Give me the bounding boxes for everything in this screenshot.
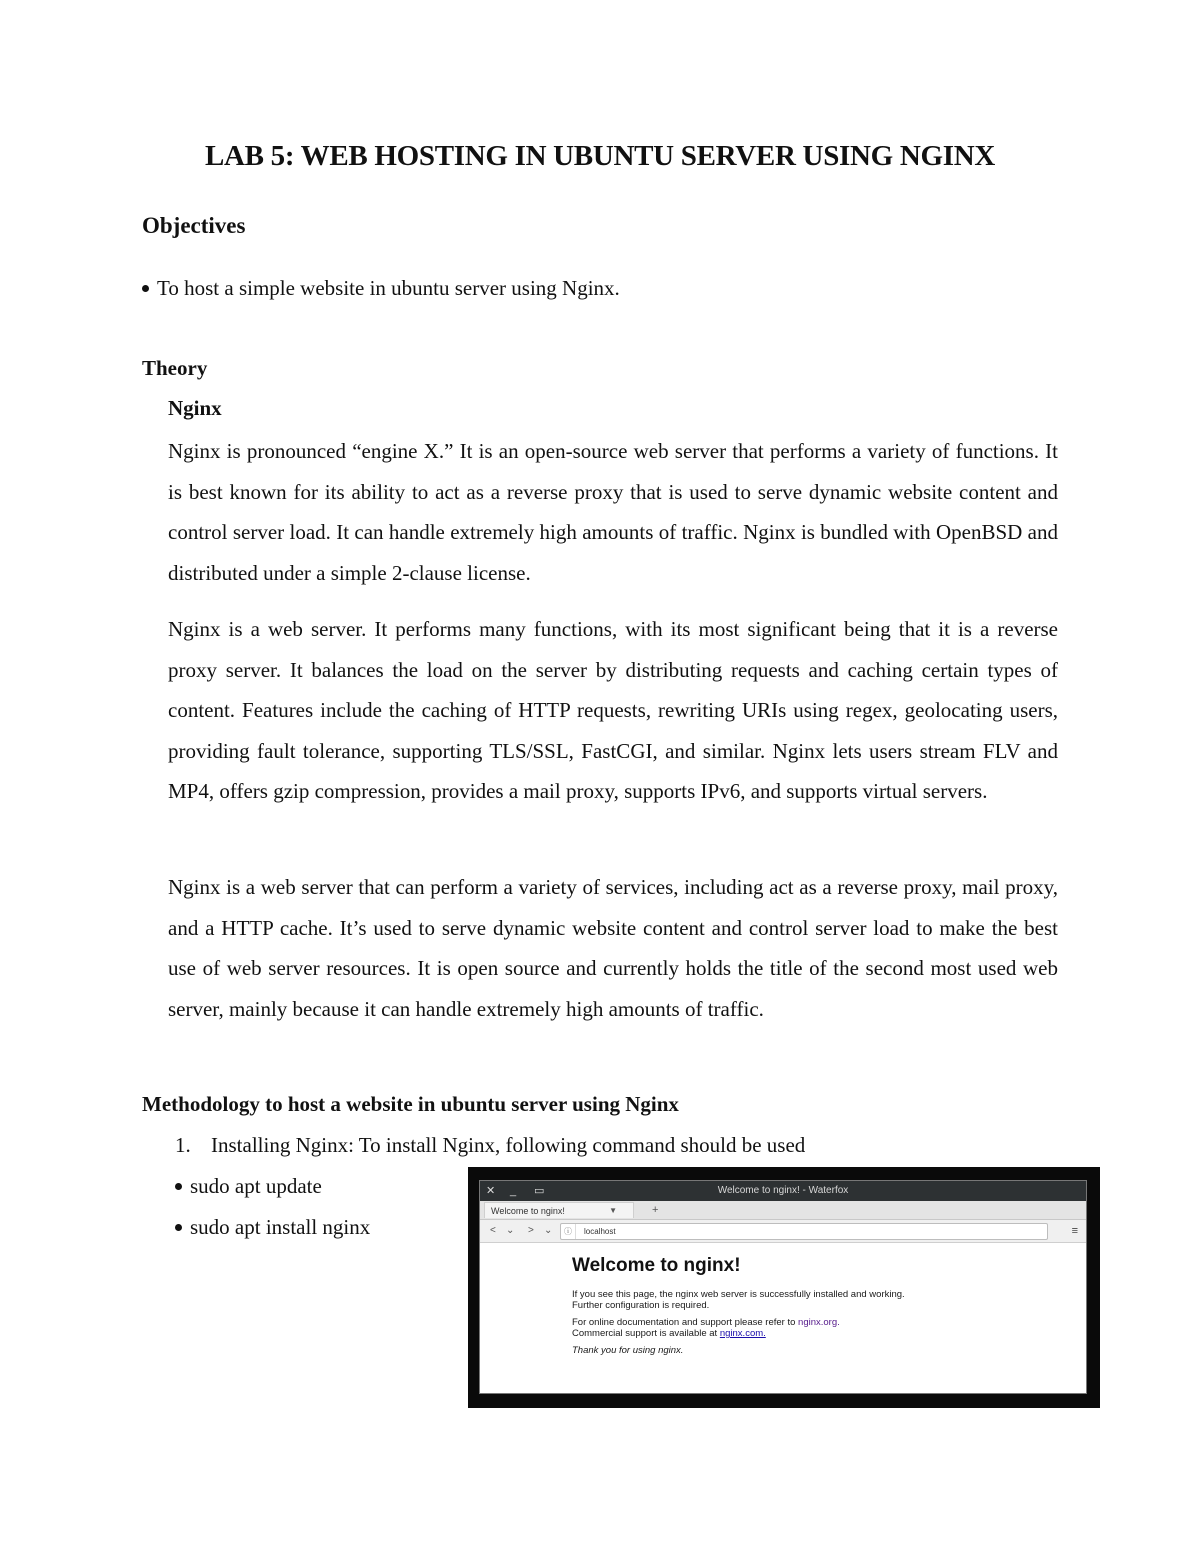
theory-paragraph-2: Nginx is a web server. It performs many functions, with its most significant being that it is a reverse proxy server. It balances the load on the server by distributing requests and caching certain types of content. Features include the caching of HTTP requests, rewriting URIs using regex, geolocating users, providing fault tolerance, supporting TLS/SSL, FastCGI, and similar. Nginx lets users stream FLV and MP4, offers gzip compression, provides a mail proxy, supports IPv6, and supports virtual servers.	[168, 617, 1058, 803]
close-icon: ✕	[486, 1185, 496, 1197]
methodology-heading: Methodology to host a website in ubuntu server using Nginx	[142, 1092, 679, 1116]
minimize-icon: _	[510, 1185, 517, 1197]
nginx-welcome-heading: Welcome to nginx!	[572, 1255, 741, 1276]
plus-icon: +	[652, 1204, 659, 1216]
command-item: sudo apt install nginx	[175, 1215, 370, 1240]
chevron-down-icon: ⌄	[506, 1225, 515, 1236]
nginx-text-block-2: For online documentation and support please refer to nginx.org. Commercial support is available at nginx.com.	[572, 1317, 840, 1339]
nginx-thanks: Thank you for using nginx.	[572, 1345, 684, 1356]
page-content	[572, 1255, 1032, 1362]
nginx-org-link: nginx.org.	[798, 1317, 840, 1328]
url-bar	[560, 1223, 1048, 1240]
maximize-icon: ▭	[534, 1185, 545, 1197]
navigation-bar	[480, 1220, 1086, 1243]
chevron-down-icon: ⌄	[544, 1225, 553, 1236]
chevron-down-icon: ▼	[609, 1206, 617, 1215]
objectives-heading: Objectives	[142, 213, 246, 238]
bullet-icon	[175, 1183, 182, 1190]
page-title: LAB 5: WEB HOSTING IN UBUNTU SERVER USING NGINX	[204, 140, 996, 172]
theory-paragraph-1: Nginx is pronounced “engine X.” It is an open-source web server that performs a variety of functions. It is best known for its ability to act as a reverse proxy that is used to serve dynamic website content and control server load. It can handle extremely high amounts of traffic. Nginx is bundled with OpenBSD and distributed under a simple 2-clause license.	[168, 439, 1058, 585]
step-number: 1.	[175, 1133, 191, 1157]
back-icon: <	[490, 1225, 496, 1236]
step-1	[175, 1133, 805, 1158]
info-icon: ⓘ	[561, 1224, 576, 1239]
nginx-com-link: nginx.com.	[719, 1328, 766, 1339]
nginx-welcome-screenshot	[468, 1167, 1100, 1408]
nginx-text-block-1: If you see this page, the nginx web server is successfully installed and working. Further configuration is required.	[572, 1289, 905, 1311]
nginx-subheading: Nginx	[168, 396, 222, 420]
step-1-text: Installing Nginx: To install Nginx, following command should be used	[211, 1133, 806, 1157]
theory-paragraph-3: Nginx is a web server that can perform a variety of services, including act as a reverse proxy, mail proxy, and a HTTP cache. It’s used to serve dynamic website content and control server load to make the best use of web server resources. It is open source and currently holds the title of the second most used web server, mainly because it can handle extremely high amounts of traffic.	[168, 875, 1058, 1021]
command-item: sudo apt update	[175, 1174, 322, 1199]
url-text: localhost	[584, 1227, 616, 1236]
bullet-icon	[175, 1224, 182, 1231]
window-title: Welcome to nginx! - Waterfox	[717, 1185, 849, 1196]
window-titlebar	[480, 1181, 1086, 1201]
browser-tab: Welcome to nginx! ▼	[484, 1202, 634, 1218]
objective-item: To host a simple website in ubuntu server using Nginx.	[142, 276, 620, 301]
forward-icon: >	[528, 1225, 534, 1236]
browser-window	[479, 1180, 1087, 1394]
menu-icon: ≡	[1071, 1225, 1078, 1237]
theory-heading: Theory	[142, 356, 208, 380]
tab-bar	[480, 1201, 1086, 1220]
bullet-icon	[142, 285, 149, 292]
